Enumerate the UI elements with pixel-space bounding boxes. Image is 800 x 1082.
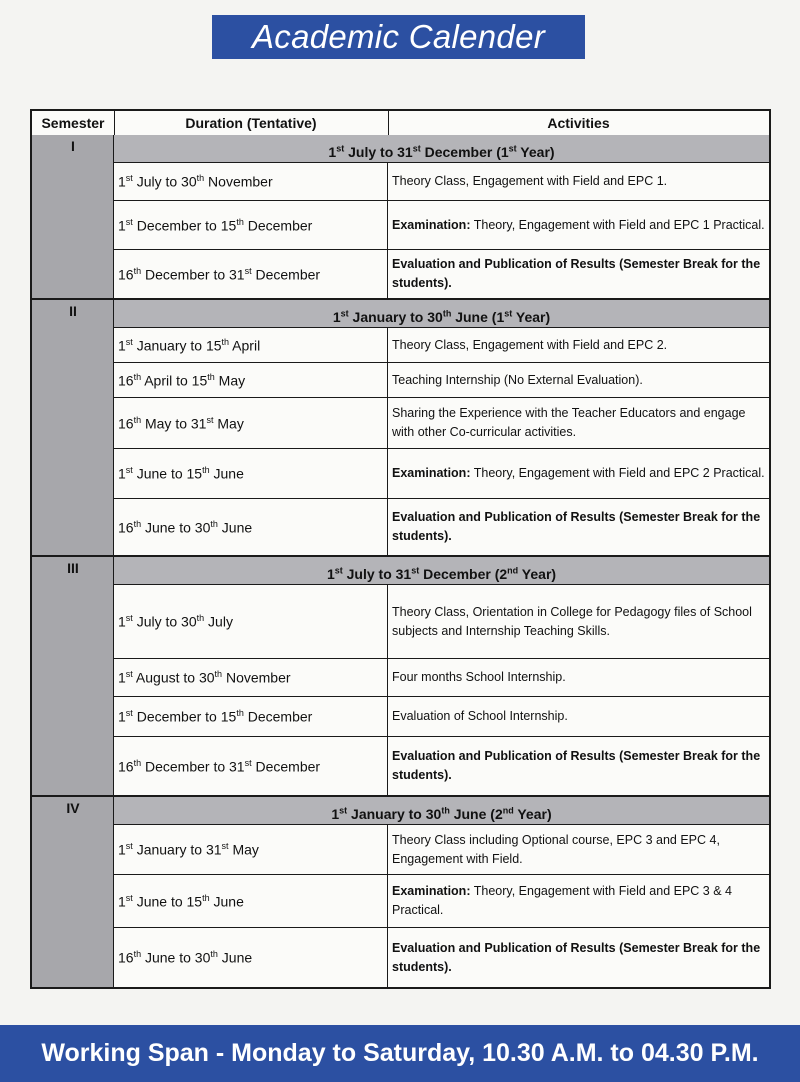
table-row bbox=[114, 398, 769, 449]
activity-cell: Evaluation and Publication of Results (Semester Break for the students). bbox=[392, 749, 761, 782]
duration-cell: 16th December to 31st December bbox=[114, 250, 388, 298]
activity-cell: Examination: Theory, Engagement with Field and EPC 3 & 4 Practical. bbox=[392, 884, 732, 917]
activity-cell: Evaluation and Publication of Results (Semester Break for the students). bbox=[392, 510, 761, 543]
table-header bbox=[32, 111, 769, 136]
duration-cell: 1st June to 15th June bbox=[114, 875, 388, 927]
table-row bbox=[114, 875, 769, 928]
activity-cell: Four months School Internship. bbox=[392, 670, 566, 684]
semester-period: 1st July to 31st December (2nd Year) bbox=[114, 557, 769, 585]
table-row bbox=[114, 163, 769, 201]
duration-cell: 1st December to 15th December bbox=[114, 201, 388, 249]
activity-cell: Theory Class, Engagement with Field and EPC 2. bbox=[392, 337, 668, 352]
activity-cell: Examination: Theory, Engagement with Field and EPC 2 Practical. bbox=[392, 466, 765, 480]
activity-cell: Sharing the Experience with the Teacher Educators and engage with other Co-curricular activities. bbox=[392, 406, 746, 439]
table-row bbox=[114, 659, 769, 697]
table-row bbox=[114, 499, 769, 555]
table-row bbox=[114, 928, 769, 987]
activity-cell: Examination: Theory, Engagement with Field and EPC 1 Practical. bbox=[392, 217, 765, 232]
activity-cell: Teaching Internship (No External Evaluation). bbox=[392, 372, 643, 387]
activity-cell: Evaluation of School Internship. bbox=[392, 709, 568, 723]
duration-cell: 16th June to 30th June bbox=[114, 928, 388, 987]
duration-cell: 16th May to 31st May bbox=[114, 398, 388, 448]
duration-cell: 1st December to 15th December bbox=[114, 697, 388, 736]
semester-label: I bbox=[71, 138, 75, 154]
duration-cell: 1st January to 15th April bbox=[114, 328, 388, 362]
page-title: Academic Calender bbox=[212, 15, 585, 59]
table-row bbox=[114, 825, 769, 875]
duration-cell: 1st August to 30th November bbox=[114, 659, 388, 696]
activity-cell: Theory Class including Optional course, EPC 3 and EPC 4, Engagement with Field. bbox=[392, 832, 720, 866]
semester-label: II bbox=[69, 303, 77, 319]
table-row bbox=[114, 250, 769, 298]
table-row bbox=[114, 449, 769, 499]
academic-calendar-table bbox=[30, 109, 771, 989]
working-span-footer: Working Span - Monday to Saturday, 10.30 A.M. to 04.30 P.M. bbox=[0, 1025, 800, 1082]
semester-block bbox=[32, 135, 769, 298]
table-row bbox=[114, 363, 769, 398]
activity-cell: Theory Class, Engagement with Field and EPC 1. bbox=[392, 174, 668, 188]
duration-cell: 1st January to 31st May bbox=[114, 825, 388, 874]
table-row bbox=[114, 737, 769, 795]
table-row bbox=[114, 201, 769, 250]
table-row bbox=[114, 585, 769, 659]
duration-cell: 16th June to 30th June bbox=[114, 499, 388, 555]
table-row bbox=[114, 328, 769, 363]
header-semester: Semester bbox=[41, 115, 105, 131]
semester-period: 1st July to 31st December (1st Year) bbox=[114, 135, 769, 163]
duration-cell: 16th April to 15th May bbox=[114, 363, 388, 397]
duration-cell: 1st July to 30th November bbox=[114, 163, 388, 200]
activity-cell: Evaluation and Publication of Results (Semester Break for the students). bbox=[392, 257, 761, 290]
semester-block bbox=[32, 300, 769, 555]
semester-block bbox=[32, 557, 769, 795]
duration-cell: 16th December to 31st December bbox=[114, 737, 388, 795]
semester-period: 1st January to 30th June (2nd Year) bbox=[114, 797, 769, 825]
semester-block bbox=[32, 797, 769, 987]
activity-cell: Theory Class, Orientation in College for Pedagogy files of School subjects and Internship Teaching Skills. bbox=[392, 604, 752, 638]
duration-cell: 1st June to 15th June bbox=[114, 449, 388, 498]
semester-period: 1st January to 30th June (1st Year) bbox=[114, 300, 769, 328]
table-row bbox=[114, 697, 769, 737]
header-duration: Duration (Tentative) bbox=[185, 115, 317, 131]
activity-cell: Evaluation and Publication of Results (Semester Break for the students). bbox=[392, 940, 761, 974]
header-activities: Activities bbox=[547, 115, 610, 131]
semester-label: III bbox=[67, 560, 79, 576]
duration-cell: 1st July to 30th July bbox=[114, 585, 388, 658]
semester-label: IV bbox=[66, 800, 80, 816]
